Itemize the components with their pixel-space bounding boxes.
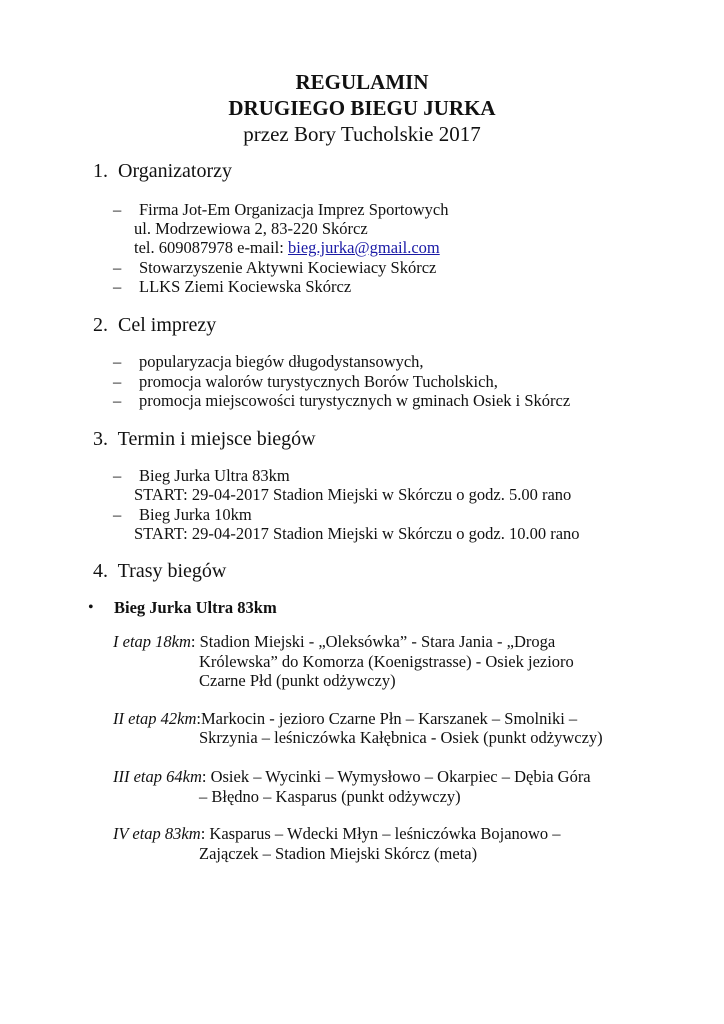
race-name: Bieg Jurka 10km — [139, 505, 252, 524]
stage-route: : Osiek – Wycinki – Wymysłowo – Okarpiec – Dębia Góra — [201, 767, 591, 786]
stage-2-line — [113, 709, 577, 729]
stage-3-line — [113, 767, 591, 787]
dash-marker: – — [113, 505, 122, 524]
section-number: 1. — [93, 160, 108, 182]
goal-text: promocja miejscowości turystycznych w gminach Osiek i Skórcz — [139, 391, 571, 410]
organizer-contact — [134, 238, 440, 258]
dash-marker: – — [113, 277, 122, 296]
section-heading-schedule — [93, 428, 316, 451]
stage-route: :Markocin - jezioro Czarne Płn – Karszanek – Smolniki – — [196, 709, 578, 728]
stage-route-continuation: Czarne Płd (punkt odżywczy) — [199, 671, 396, 690]
section-title: Organizatorzy — [118, 160, 233, 182]
section-title: Termin i miejsce biegów — [117, 428, 316, 450]
stage-label: I etap 18km — [113, 632, 191, 651]
organizer-phone: tel. 609087978 e-mail: — [134, 238, 288, 257]
stage-route-continuation: Zajączek – Stadion Miejski Skórcz (meta) — [199, 844, 478, 863]
dash-marker: – — [113, 466, 122, 485]
document-subtitle-2: przez Bory Tucholskie 2017 — [243, 122, 481, 146]
dash-marker: – — [113, 391, 122, 410]
dash-marker: – — [113, 200, 122, 219]
organizer-name: Firma Jot-Em Organizacja Imprez Sportowych — [139, 200, 449, 219]
document-subtitle: DRUGIEGO BIEGU JURKA — [228, 96, 496, 120]
document-title: REGULAMIN — [295, 70, 429, 94]
stage-route-continuation: – Błędno – Kasparus (punkt odżywczy) — [199, 787, 461, 806]
stage-label: II etap 42km — [113, 709, 197, 728]
dash-marker: – — [113, 372, 122, 391]
stage-route-continuation: Królewska” do Komorza (Koenigstrasse) - Osiek jezioro — [199, 652, 574, 671]
race-start: START: 29-04-2017 Stadion Miejski w Skórczu o godz. 10.00 rano — [134, 524, 580, 543]
stage-4-line — [113, 824, 561, 844]
organizer-name: LLKS Ziemi Kociewska Skórcz — [139, 277, 352, 296]
race-name: Bieg Jurka Ultra 83km — [139, 466, 290, 485]
stage-label: IV etap 83km — [113, 824, 201, 843]
goal-text: popularyzacja biegów długodystansowych, — [139, 352, 424, 371]
stage-route-continuation: Skrzynia – leśniczówka Kałębnica - Osiek (punkt odżywczy) — [199, 728, 603, 747]
stage-route: : Kasparus – Wdecki Młyn – leśniczówka Bojanowo – — [200, 824, 561, 843]
stage-1-line — [113, 632, 555, 652]
dash-marker: – — [113, 258, 122, 277]
email-link[interactable]: bieg.jurka@gmail.com — [287, 238, 440, 257]
section-number: 2. — [93, 314, 108, 336]
stage-label: III etap 64km — [113, 767, 202, 786]
bullet-marker: • — [88, 599, 94, 616]
section-heading-goal — [93, 314, 216, 337]
section-title: Trasy biegów — [117, 560, 227, 582]
section-heading-organizers — [93, 160, 232, 183]
section-heading-routes — [93, 560, 226, 583]
race-start: START: 29-04-2017 Stadion Miejski w Skórczu o godz. 5.00 rano — [134, 485, 572, 504]
section-number: 4. — [93, 560, 108, 582]
dash-marker: – — [113, 352, 122, 371]
section-title: Cel imprezy — [118, 314, 217, 336]
goal-text: promocja walorów turystycznych Borów Tucholskich, — [139, 372, 498, 391]
organizer-name: Stowarzyszenie Aktywni Kociewiacy Skórcz — [139, 258, 437, 277]
route-heading: Bieg Jurka Ultra 83km — [114, 598, 277, 617]
section-number: 3. — [93, 428, 108, 450]
organizer-address: ul. Modrzewiowa 2, 83-220 Skórcz — [134, 219, 368, 238]
stage-route: : Stadion Miejski - „Oleksówka” - Stara Jania - „Droga — [190, 632, 556, 651]
